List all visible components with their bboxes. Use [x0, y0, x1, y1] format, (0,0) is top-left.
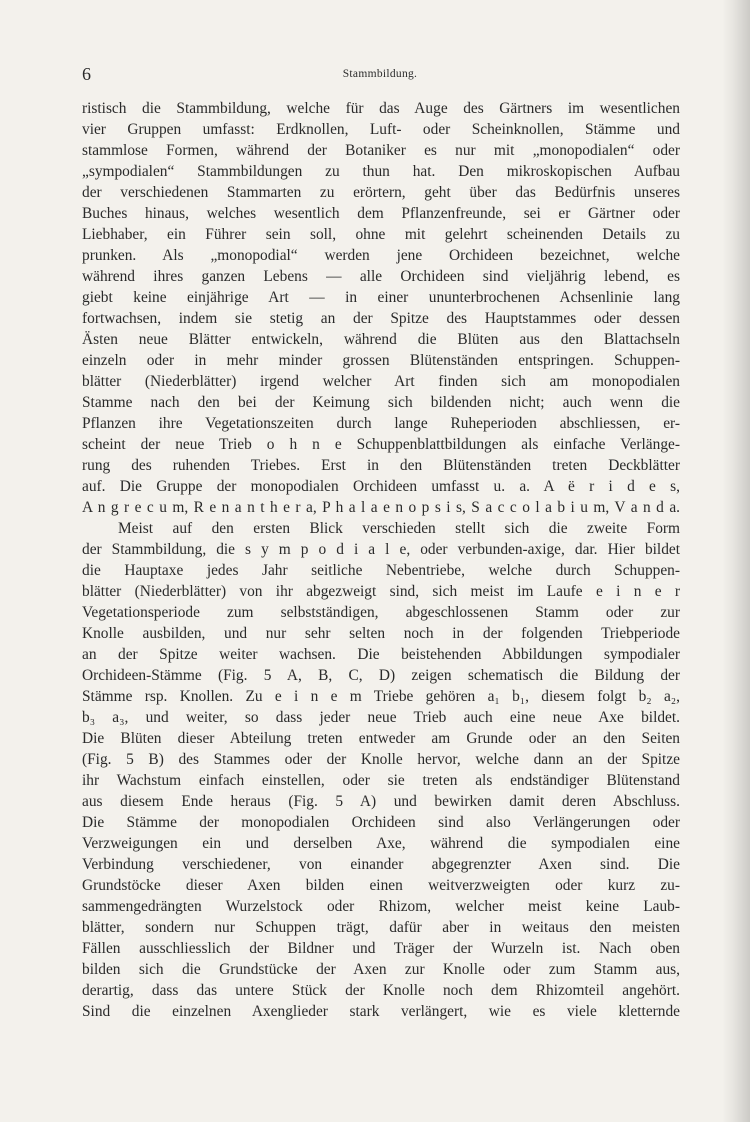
- text-line: Vegetationsperiode zum selbstständigen, abgeschlossenen Stamm oder zur: [82, 604, 680, 621]
- running-title: Stammbildung.: [342, 68, 418, 80]
- text-line: Grundstöcke dieser Axen bilden einen weitverzweigten oder kurz zu-: [82, 877, 680, 894]
- text-line: A n g r e c u m, R e n a n t h e r a, P h a l a e n o p s i s, S a c c o l a b i u m, V a n d a.: [82, 499, 680, 516]
- text-line: Ästen neue Blätter entwickeln, während die Blüten aus den Blattachseln: [82, 331, 680, 348]
- text-line: Verbindung verschiedener, von einander abgegrenzter Axen sind. Die: [82, 856, 680, 873]
- text-line: scheint der neue Trieb o h n e Schuppenblattbildungen als einfache Verlänge-: [82, 436, 680, 453]
- text-line: Stamme nach den bei der Keimung sich bildenden nicht; auch wenn die: [82, 394, 680, 411]
- text-line: blätter, sondern nur Schuppen trägt, dafür aber in weitaus den meisten: [82, 919, 680, 936]
- text-line: Fällen ausschliesslich der Bildner und Träger der Wurzeln ist. Nach oben: [82, 940, 680, 957]
- text-line: Buches hinaus, welches wesentlich dem Pflanzenfreunde, sei er Gärtner oder: [82, 205, 680, 222]
- text-line: an der Spitze weiter wachsen. Die beistehenden Abbildungen sympodialer: [82, 646, 680, 663]
- text-line: blätter (Niederblätter) irgend welcher Art finden sich am monopodialen: [82, 373, 680, 390]
- text-line: Liebhaber, ein Führer sein soll, ohne mit gelehrt scheinenden Details zu: [82, 226, 680, 243]
- text-line: Sind die einzelnen Axenglieder stark verlängert, wie es viele kletternde: [82, 1003, 680, 1020]
- text-line: stammlose Formen, während der Botaniker es nur mit „monopodialen“ oder: [82, 142, 680, 159]
- text-line: die Hauptaxe jedes Jahr seitliche Nebentriebe, welche durch Schuppen-: [82, 562, 680, 579]
- text-line: Orchideen-Stämme (Fig. 5 A, B, C, D) zeigen schematisch die Bildung der: [82, 667, 680, 684]
- text-line: bilden sich die Grundstücke der Axen zur Knolle oder zum Stamm aus,: [82, 961, 680, 978]
- text-line: ihr Wachstum einfach einstellen, oder sie treten als endständiger Blütenstand: [82, 772, 680, 789]
- text-line: auf. Die Gruppe der monopodialen Orchideen umfasst u. a. A ë r i d e s,: [82, 478, 680, 495]
- paragraph-start-line: Meist auf den ersten Blick verschieden stellt sich die zweite Form: [118, 520, 680, 537]
- text-line: rung des ruhenden Triebes. Erst in den Blütenständen treten Deckblätter: [82, 457, 680, 474]
- text-line: blätter (Niederblätter) von ihr abgezweigt sind, sich meist im Laufe e i n e r: [82, 583, 680, 600]
- text-line: (Fig. 5 B) des Stammes oder der Knolle hervor, welche dann an der Spitze: [82, 751, 680, 768]
- text-line: der Stammbildung, die s y m p o d i a l e, oder verbunden-axige, dar. Hier bildet: [82, 541, 680, 558]
- text-line: Pflanzen ihre Vegetationszeiten durch lange Ruheperioden abschliessen, er-: [82, 415, 680, 432]
- text-line: Die Stämme der monopodialen Orchideen sind also Verlängerungen oder: [82, 814, 680, 831]
- text-line: ristisch die Stammbildung, welche für das Auge des Gärtners im wesentlichen: [82, 100, 680, 117]
- text-line: Stämme rsp. Knollen. Zu e i n e m Triebe gehören a₁ b₁, diesem folgt b₂ a₂,: [82, 688, 680, 705]
- text-line: fortwachsen, indem sie stetig an der Spitze des Hauptstammes oder dessen: [82, 310, 680, 327]
- page-edge-shadow: [722, 0, 750, 1122]
- text-line: der verschiedenen Stammarten zu erörtern, geht über das Bedürfnis unseres: [82, 184, 680, 201]
- text-line: sammengedrängten Wurzelstock oder Rhizom, welcher meist keine Laub-: [82, 898, 680, 915]
- text-line: Knolle ausbilden, und nur sehr selten noch in der folgenden Triebperiode: [82, 625, 680, 642]
- page-header: [82, 64, 678, 86]
- text-line: derartig, dass das untere Stück der Knolle noch dem Rhizomteil angehört.: [82, 982, 680, 999]
- text-line: einzeln oder in mehr minder grossen Blütenständen entspringen. Schuppen-: [82, 352, 680, 369]
- text-line: Die Blüten dieser Abteilung treten entweder am Grunde oder an den Seiten: [82, 730, 680, 747]
- text-line: b₃ a₃, und weiter, so dass jeder neue Trieb auch eine neue Axe bildet.: [82, 709, 680, 726]
- text-line: prunken. Als „monopodial“ werden jene Orchideen bezeichnet, welche: [82, 247, 680, 264]
- text-line: während ihres ganzen Lebens — alle Orchideen sind vieljährig lebend, es: [82, 268, 680, 285]
- page-number: 6: [82, 64, 91, 84]
- body-text: [82, 98, 680, 1022]
- text-line: giebt keine einjährige Art — in einer ununterbrochenen Achsenlinie lang: [82, 289, 680, 306]
- text-line: Verzweigungen ein und derselben Axe, während die sympodialen eine: [82, 835, 680, 852]
- text-line: „sympodialen“ Stammbildungen zu thun hat. Den mikroskopischen Aufbau: [82, 163, 680, 180]
- text-line: vier Gruppen umfasst: Erdknollen, Luft- oder Scheinknollen, Stämme und: [82, 121, 680, 138]
- text-line: aus diesem Ende heraus (Fig. 5 A) und bewirken damit deren Abschluss.: [82, 793, 680, 810]
